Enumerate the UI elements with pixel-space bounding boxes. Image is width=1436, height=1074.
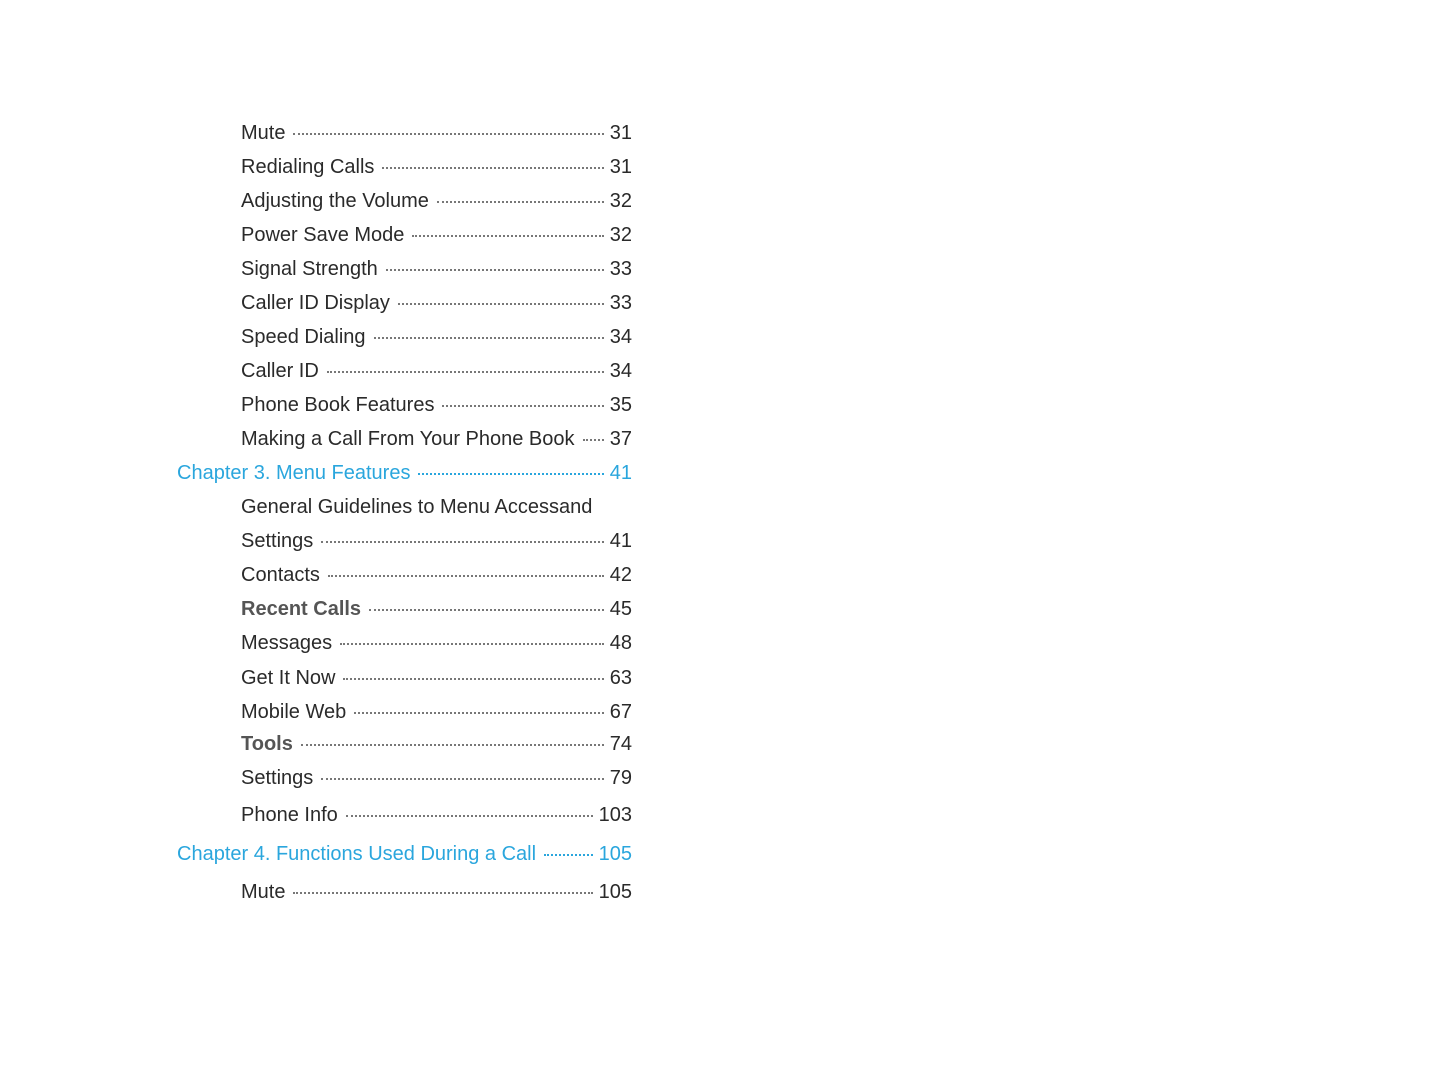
toc-entry-page: 48 [609, 632, 632, 654]
dot-leader [321, 541, 603, 543]
toc-entry-label: Redialing Calls [241, 156, 375, 178]
toc-entry-label: Power Save Mode [241, 224, 405, 246]
toc-entry-settings-2[interactable] [241, 766, 632, 790]
dot-leader [354, 712, 604, 714]
toc-entry-label: Get It Now [241, 667, 336, 689]
toc-entry-label: Speed Dialing [241, 326, 366, 348]
toc-entry-label: Contacts [241, 564, 320, 586]
toc-entry-power-save-mode[interactable] [241, 223, 632, 247]
toc-entry-label: General Guidelines to Menu Accessand [241, 496, 593, 518]
dot-leader [442, 405, 603, 407]
toc-chapter-label: Chapter 4. Functions Used During a Call [177, 843, 537, 865]
toc-entry-general-guidelines[interactable] [241, 495, 632, 519]
toc-entry-page: 41 [609, 530, 632, 552]
toc-entry-page: 31 [609, 122, 632, 144]
toc-entry-page: 33 [609, 258, 632, 280]
toc-entry-page: 34 [609, 326, 632, 348]
toc-entry-label: Messages [241, 632, 333, 654]
toc-entry-label: Recent Calls [241, 598, 362, 620]
toc-entry-page: 33 [609, 292, 632, 314]
toc-entry-label: Phone Book Features [241, 394, 435, 416]
toc-entry-tools[interactable] [241, 732, 632, 756]
toc-entry-label: Caller ID [241, 360, 319, 382]
dot-leader [340, 643, 604, 645]
toc-entry-page: 45 [609, 598, 632, 620]
toc-entry-page: 63 [609, 667, 632, 689]
dot-leader [544, 854, 593, 856]
toc-entry-page: 105 [598, 881, 632, 903]
toc-entry-settings[interactable] [241, 529, 632, 553]
toc-entry-page: 79 [609, 767, 632, 789]
toc-entry-contacts[interactable] [241, 563, 632, 587]
toc-entry-label: Tools [241, 733, 293, 755]
toc-chapter-label: Chapter 3. Menu Features [177, 462, 411, 484]
toc-entry-messages[interactable] [241, 631, 632, 655]
dot-leader [583, 439, 604, 441]
dot-leader [328, 575, 604, 577]
toc-entry-redialing-calls[interactable] [241, 155, 632, 179]
dot-leader [374, 337, 604, 339]
toc-entry-page: 37 [609, 428, 632, 450]
toc-entry-label: Caller ID Display [241, 292, 390, 314]
toc-chapter-page: 105 [598, 843, 632, 865]
toc-entry-page: 67 [609, 701, 632, 723]
toc-entry-signal-strength[interactable] [241, 257, 632, 281]
dot-leader [293, 133, 603, 135]
dot-leader [412, 235, 603, 237]
dot-leader [398, 303, 604, 305]
toc-entry-mobile-web[interactable] [241, 700, 632, 724]
toc-entry-making-call-phone-book[interactable] [241, 427, 632, 451]
toc-entry-caller-id[interactable] [241, 359, 632, 383]
dot-leader [346, 815, 593, 817]
toc-entry-mute-2[interactable] [241, 880, 632, 904]
toc-chapter-page: 41 [609, 462, 632, 484]
toc-entry-label: Phone Info [241, 804, 338, 826]
toc-entry-label: Mute [241, 881, 286, 903]
dot-leader [386, 269, 604, 271]
toc-entry-phone-book-features[interactable] [241, 393, 632, 417]
toc-entry-page: 34 [609, 360, 632, 382]
toc-chapter-4[interactable] [177, 842, 632, 866]
dot-leader [301, 744, 604, 746]
dot-leader [369, 609, 604, 611]
toc-entry-label: Adjusting the Volume [241, 190, 429, 212]
dot-leader [327, 371, 604, 373]
toc-entry-label: Making a Call From Your Phone Book [241, 428, 575, 450]
dot-leader [321, 778, 603, 780]
toc-entry-label: Settings [241, 530, 314, 552]
toc-entry-label: Settings [241, 767, 314, 789]
toc-entry-adjusting-volume[interactable] [241, 189, 632, 213]
toc-entry-label: Mute [241, 122, 286, 144]
toc-entry-page: 103 [598, 804, 632, 826]
toc-entry-label: Signal Strength [241, 258, 378, 280]
dot-leader [343, 678, 603, 680]
toc-entry-page: 74 [609, 733, 632, 755]
toc-entry-phone-info[interactable] [241, 803, 632, 827]
toc-entry-caller-id-display[interactable] [241, 291, 632, 315]
toc-entry-speed-dialing[interactable] [241, 325, 632, 349]
dot-leader [418, 473, 603, 475]
dot-leader [293, 892, 592, 894]
toc-entry-page: 32 [609, 224, 632, 246]
dot-leader [437, 201, 604, 203]
toc-entry-page: 32 [609, 190, 632, 212]
dot-leader [382, 167, 603, 169]
toc-entry-page: 42 [609, 564, 632, 586]
toc-entry-recent-calls[interactable] [241, 597, 632, 621]
toc-entry-page: 35 [609, 394, 632, 416]
toc-entry-mute[interactable] [241, 121, 632, 145]
toc-entry-page: 31 [609, 156, 632, 178]
toc-entry-get-it-now[interactable] [241, 666, 632, 690]
toc-chapter-3[interactable] [177, 461, 632, 485]
toc-entry-label: Mobile Web [241, 701, 347, 723]
